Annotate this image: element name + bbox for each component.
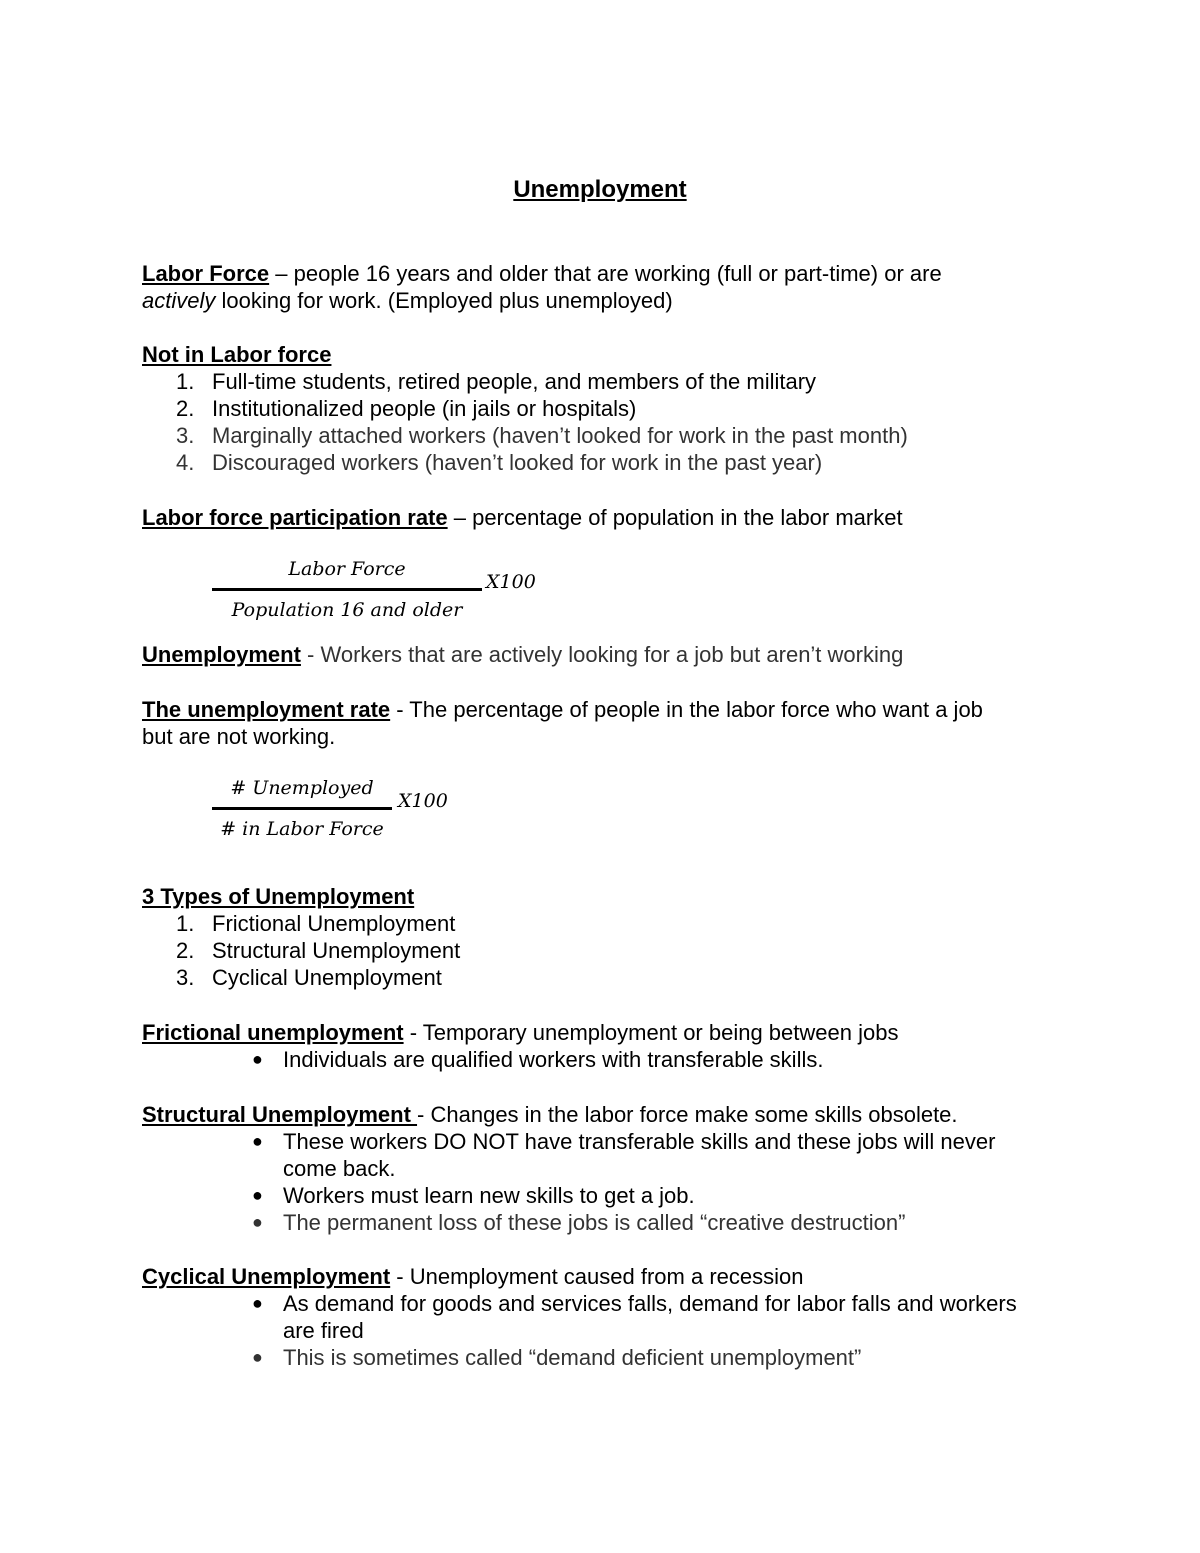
bullet-icon: ● — [252, 1049, 263, 1069]
structural-section — [142, 1101, 1072, 1236]
types-list — [142, 910, 1072, 991]
unemployment-rate-text-1: - The percentage of people in the labor force who want a job — [390, 697, 983, 722]
bullet-icon: ● — [252, 1185, 263, 1205]
bullet-icon: ● — [252, 1131, 263, 1151]
bullet-icon: ● — [252, 1293, 263, 1313]
unemployment-rate-formula — [212, 775, 448, 843]
list-item: 1. Full-time students, retired people, and members of the military — [176, 369, 817, 394]
frictional-section — [142, 1019, 1072, 1073]
unemployment-text: - Workers that are actively looking for a job but aren’t working — [300, 642, 904, 667]
bullet-item: ● As demand for goods and services falls, demand for labor falls and workers — [252, 1291, 1017, 1316]
labor-force-definition — [142, 260, 1072, 314]
labor-force-text-2: looking for work. (Employed plus unemployed) — [215, 288, 673, 313]
page-title: Unemployment — [513, 176, 687, 203]
bullet-item: ● Workers must learn new skills to get a job. — [252, 1183, 695, 1208]
formula-multiplier: X100 — [486, 571, 536, 593]
structural-text: - Changes in the labor force make some skills obsolete. — [417, 1102, 958, 1127]
unemployment-rate-definition — [142, 696, 1072, 750]
bullet-item: ● Individuals are qualified workers with transferable skills. — [252, 1047, 824, 1072]
cyclical-section — [142, 1263, 1072, 1371]
list-item: 3. Cyclical Unemployment — [176, 965, 442, 990]
labor-force-emphasis: actively — [142, 288, 216, 313]
bullet-item-continuation: are fired — [283, 1318, 364, 1343]
frictional-term: Frictional unemployment — [142, 1020, 404, 1045]
types-heading: 3 Types of Unemployment — [142, 884, 415, 909]
not-in-labor-force-section — [142, 341, 1072, 476]
list-item: 1. Frictional Unemployment — [176, 911, 456, 936]
list-item: 2. Institutionalized people (in jails or hospitals) — [176, 396, 637, 421]
participation-rate-definition — [142, 504, 1072, 531]
unemployment-term: Unemployment — [142, 642, 301, 667]
participation-rate-term: Labor force participation rate — [142, 505, 448, 530]
not-in-labor-force-list — [142, 368, 1072, 476]
participation-rate-text: – percentage of population in the labor market — [447, 505, 903, 530]
unemployment-rate-text-2: but are not working. — [142, 724, 336, 749]
bullet-item: ● These workers DO NOT have transferable skills and these jobs will never — [252, 1129, 996, 1154]
bullet-icon: ● — [252, 1347, 263, 1367]
types-section — [142, 883, 1072, 991]
frictional-text: - Temporary unemployment or being between jobs — [403, 1020, 899, 1045]
participation-rate-formula — [212, 556, 536, 624]
cyclical-bullets — [142, 1290, 1072, 1371]
list-item: 3. Marginally attached workers (haven’t looked for work in the past month) — [176, 423, 908, 448]
labor-force-term: Labor Force — [142, 261, 270, 286]
list-item: 4. Discouraged workers (haven’t looked for work in the past year) — [176, 450, 823, 475]
cyclical-text: - Unemployment caused from a recession — [390, 1264, 804, 1289]
bullet-item: ● The permanent loss of these jobs is called “creative destruction” — [252, 1210, 906, 1235]
bullet-icon: ● — [252, 1212, 263, 1232]
formula-numerator: Labor Force — [288, 558, 406, 580]
structural-term: Structural Unemployment — [142, 1102, 418, 1127]
frictional-bullets — [142, 1046, 1072, 1073]
not-in-labor-force-heading: Not in Labor force — [142, 342, 332, 367]
unemployment-rate-term: The unemployment rate — [142, 697, 391, 722]
formula-denominator: # in Labor Force — [220, 818, 384, 840]
labor-force-text-1: – people 16 years and older that are working (full or part-time) or are — [269, 261, 942, 286]
fraction-bar — [212, 588, 482, 591]
formula-numerator: # Unemployed — [230, 777, 374, 799]
unemployment-definition — [142, 641, 1072, 668]
bullet-item-continuation: come back. — [283, 1156, 396, 1181]
cyclical-term: Cyclical Unemployment — [142, 1264, 391, 1289]
bullet-item: ● This is sometimes called “demand deficient unemployment” — [252, 1345, 862, 1370]
structural-bullets — [142, 1128, 1072, 1236]
fraction-bar — [212, 807, 392, 810]
list-item: 2. Structural Unemployment — [176, 938, 461, 963]
formula-multiplier: X100 — [398, 790, 448, 812]
formula-denominator: Population 16 and older — [231, 599, 463, 621]
